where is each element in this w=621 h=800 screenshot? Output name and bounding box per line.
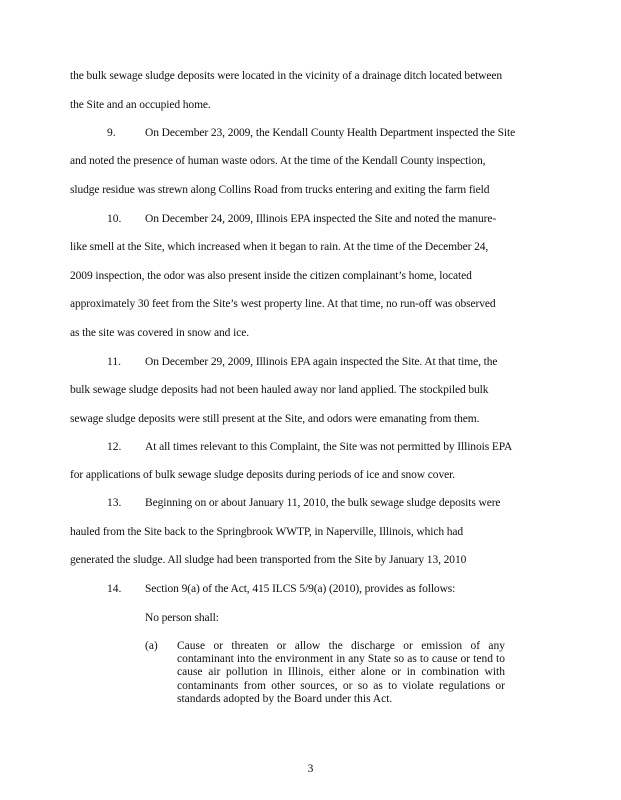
paragraph-line: generated the sludge. All sludge had been transported from the Site by January 13, 2010	[70, 554, 467, 566]
paragraph-line: sewage sludge deposits were still present at the Site, and odors were emanating from them.	[70, 413, 480, 425]
paragraph-number: 9.	[107, 127, 116, 139]
continuation-line-2: the Site and an occupied home.	[70, 99, 211, 111]
paragraph-first-line: Section 9(a) of the Act, 415 ILCS 5/9(a) (2010), provides as follows:	[145, 583, 456, 595]
statute-intro: No person shall:	[145, 612, 219, 624]
statute-text: Cause or threaten or allow the discharge or emission of any contaminant into the environment in any State so as to cause or tend to cause air pollution in Illinois, either alone or in combination with contaminants from other sources, or so as to violate regulations or standards adopted by the Board under this Act.	[177, 640, 505, 705]
paragraph-first-line: On December 24, 2009, Illinois EPA inspected the Site and noted the manure-	[145, 213, 497, 225]
paragraph-line: for applications of bulk sewage sludge deposits during periods of ice and snow cover.	[70, 469, 455, 481]
paragraph-first-line: On December 29, 2009, Illinois EPA again inspected the Site. At that time, the	[145, 356, 498, 368]
continuation-line-1: the bulk sewage sludge deposits were located in the vicinity of a drainage ditch located between	[70, 70, 503, 82]
paragraph-line: hauled from the Site back to the Springbrook WWTP, in Naperville, Illinois, which had	[70, 526, 464, 538]
page-number: 3	[307, 763, 314, 775]
paragraph-line: and noted the presence of human waste odors. At the time of the Kendall County inspection,	[70, 155, 486, 167]
paragraph-number: 12.	[107, 441, 122, 453]
paragraph-line: sludge residue was strewn along Collins Road from trucks entering and exiting the farm field	[70, 184, 490, 196]
paragraph-number: 14.	[107, 583, 122, 595]
paragraph-number: 13.	[107, 497, 122, 509]
paragraph-number: 11.	[107, 356, 121, 368]
paragraph-first-line: On December 23, 2009, the Kendall County Health Department inspected the Site	[145, 127, 516, 139]
paragraph-number: 10.	[107, 213, 122, 225]
paragraph-first-line: Beginning on or about January 11, 2010, the bulk sewage sludge deposits were	[145, 497, 501, 509]
paragraph-line: bulk sewage sludge deposits had not been hauled away nor land applied. The stockpiled bulk	[70, 384, 489, 396]
paragraph-first-line: At all times relevant to this Complaint, the Site was not permitted by Illinois EPA	[145, 441, 513, 453]
paragraph-line: like smell at the Site, which increased when it began to rain. At the time of the December 24,	[70, 241, 489, 253]
statute-label: (a)	[145, 640, 158, 652]
paragraph-line: as the site was covered in snow and ice.	[70, 327, 249, 339]
paragraph-line: 2009 inspection, the odor was also present inside the citizen complainant’s home, located	[70, 270, 472, 282]
paragraph-line: approximately 30 feet from the Site’s west property line. At that time, no run-off was observed	[70, 298, 496, 310]
